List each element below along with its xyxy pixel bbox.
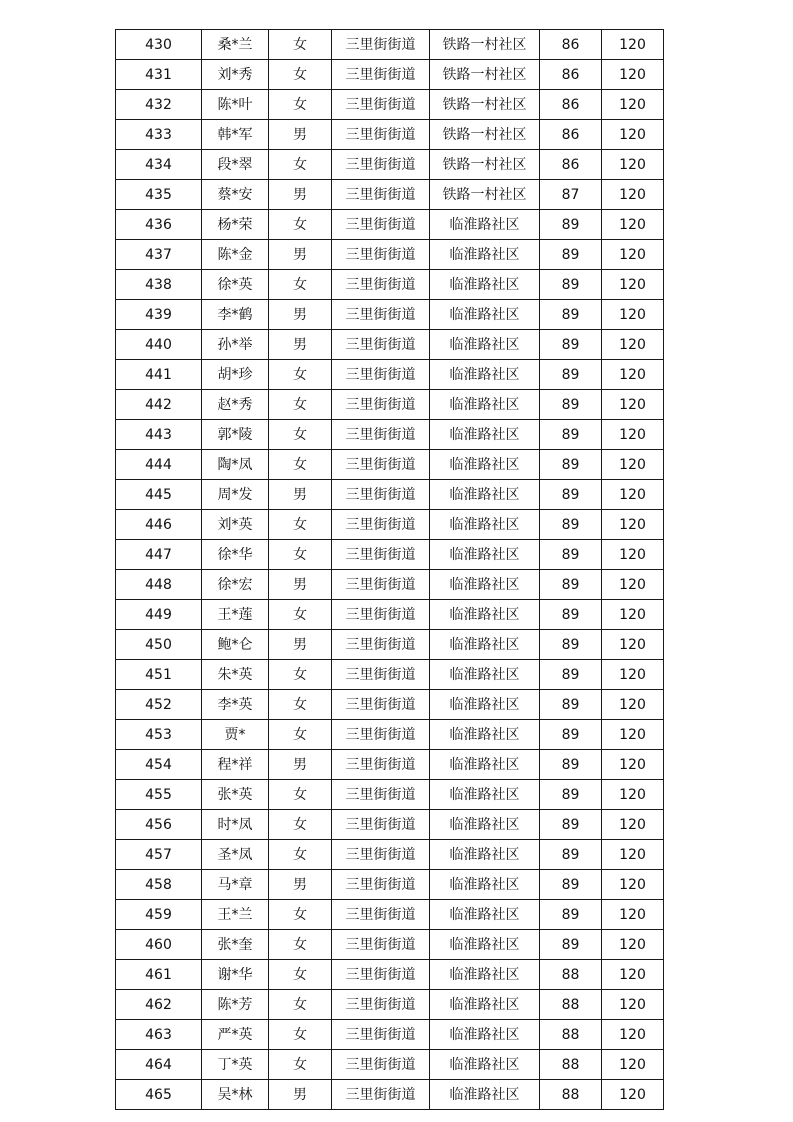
street-cell: 三里街街道 [332,870,430,900]
street-cell: 三里街街道 [332,90,430,120]
community-cell: 铁路一村社区 [430,180,540,210]
row-number-cell: 448 [116,570,202,600]
name-cell: 丁*英 [202,1050,269,1080]
table-row [116,960,664,990]
amount-cell: 120 [602,420,664,450]
street-cell: 三里街街道 [332,180,430,210]
gender-cell: 女 [269,30,332,60]
amount-cell: 120 [602,900,664,930]
row-number-cell: 441 [116,360,202,390]
amount-cell: 120 [602,210,664,240]
amount-cell: 120 [602,300,664,330]
name-cell: 胡*珍 [202,360,269,390]
row-number-cell: 456 [116,810,202,840]
street-cell: 三里街街道 [332,840,430,870]
name-cell: 蔡*安 [202,180,269,210]
age-cell: 89 [540,780,602,810]
gender-cell: 男 [269,120,332,150]
community-cell: 临淮路社区 [430,960,540,990]
amount-cell: 120 [602,1020,664,1050]
row-number-cell: 457 [116,840,202,870]
name-cell: 朱*英 [202,660,269,690]
gender-cell: 女 [269,390,332,420]
table-row [116,870,664,900]
amount-cell: 120 [602,60,664,90]
age-cell: 89 [540,420,602,450]
gender-cell: 女 [269,150,332,180]
amount-cell: 120 [602,570,664,600]
table-row [116,630,664,660]
row-number-cell: 430 [116,30,202,60]
street-cell: 三里街街道 [332,720,430,750]
table-row [116,390,664,420]
community-cell: 临淮路社区 [430,450,540,480]
name-cell: 徐*宏 [202,570,269,600]
community-cell: 临淮路社区 [430,870,540,900]
gender-cell: 男 [269,630,332,660]
community-cell: 临淮路社区 [430,750,540,780]
age-cell: 89 [540,360,602,390]
row-number-cell: 444 [116,450,202,480]
community-cell: 临淮路社区 [430,840,540,870]
community-cell: 临淮路社区 [430,690,540,720]
age-cell: 88 [540,960,602,990]
street-cell: 三里街街道 [332,450,430,480]
amount-cell: 120 [602,150,664,180]
age-cell: 89 [540,330,602,360]
community-cell: 铁路一村社区 [430,90,540,120]
gender-cell: 男 [269,300,332,330]
table-row [116,840,664,870]
name-cell: 时*凤 [202,810,269,840]
name-cell: 李*鹤 [202,300,269,330]
table-row [116,660,664,690]
age-cell: 86 [540,30,602,60]
gender-cell: 女 [269,990,332,1020]
community-cell: 铁路一村社区 [430,120,540,150]
gender-cell: 女 [269,270,332,300]
table-row [116,240,664,270]
community-cell: 临淮路社区 [430,540,540,570]
name-cell: 李*英 [202,690,269,720]
row-number-cell: 432 [116,90,202,120]
community-cell: 临淮路社区 [430,480,540,510]
age-cell: 89 [540,750,602,780]
amount-cell: 120 [602,1050,664,1080]
street-cell: 三里街街道 [332,510,430,540]
age-cell: 88 [540,1020,602,1050]
community-cell: 临淮路社区 [430,660,540,690]
name-cell: 马*章 [202,870,269,900]
row-number-cell: 451 [116,660,202,690]
row-number-cell: 438 [116,270,202,300]
street-cell: 三里街街道 [332,810,430,840]
street-cell: 三里街街道 [332,690,430,720]
amount-cell: 120 [602,30,664,60]
table-row [116,510,664,540]
row-number-cell: 450 [116,630,202,660]
age-cell: 88 [540,1080,602,1110]
row-number-cell: 449 [116,600,202,630]
street-cell: 三里街街道 [332,420,430,450]
row-number-cell: 464 [116,1050,202,1080]
amount-cell: 120 [602,390,664,420]
age-cell: 88 [540,1050,602,1080]
street-cell: 三里街街道 [332,390,430,420]
gender-cell: 女 [269,450,332,480]
table-row [116,990,664,1020]
gender-cell: 女 [269,60,332,90]
age-cell: 89 [540,450,602,480]
community-cell: 临淮路社区 [430,600,540,630]
community-cell: 临淮路社区 [430,420,540,450]
community-cell: 临淮路社区 [430,810,540,840]
row-number-cell: 439 [116,300,202,330]
name-cell: 赵*秀 [202,390,269,420]
community-cell: 铁路一村社区 [430,150,540,180]
community-cell: 临淮路社区 [430,1050,540,1080]
name-cell: 谢*华 [202,960,269,990]
table-row [116,150,664,180]
community-cell: 临淮路社区 [430,1020,540,1050]
row-number-cell: 461 [116,960,202,990]
amount-cell: 120 [602,810,664,840]
table-row [116,750,664,780]
gender-cell: 男 [269,570,332,600]
street-cell: 三里街街道 [332,60,430,90]
amount-cell: 120 [602,240,664,270]
gender-cell: 女 [269,1050,332,1080]
table-row [116,300,664,330]
name-cell: 桑*兰 [202,30,269,60]
community-cell: 临淮路社区 [430,360,540,390]
age-cell: 89 [540,810,602,840]
gender-cell: 男 [269,330,332,360]
amount-cell: 120 [602,750,664,780]
table-row [116,600,664,630]
name-cell: 程*祥 [202,750,269,780]
table-row [116,1050,664,1080]
table-row [116,90,664,120]
name-cell: 孙*举 [202,330,269,360]
row-number-cell: 454 [116,750,202,780]
table-row [116,930,664,960]
amount-cell: 120 [602,930,664,960]
street-cell: 三里街街道 [332,300,430,330]
row-number-cell: 431 [116,60,202,90]
name-cell: 陈*叶 [202,90,269,120]
name-cell: 郭*陵 [202,420,269,450]
row-number-cell: 446 [116,510,202,540]
row-number-cell: 437 [116,240,202,270]
name-cell: 韩*军 [202,120,269,150]
street-cell: 三里街街道 [332,930,430,960]
row-number-cell: 445 [116,480,202,510]
amount-cell: 120 [602,990,664,1020]
community-cell: 临淮路社区 [430,390,540,420]
table-row [116,210,664,240]
name-cell: 周*发 [202,480,269,510]
street-cell: 三里街街道 [332,360,430,390]
street-cell: 三里街街道 [332,960,430,990]
gender-cell: 女 [269,210,332,240]
name-cell: 吴*林 [202,1080,269,1110]
street-cell: 三里街街道 [332,990,430,1020]
community-cell: 临淮路社区 [430,780,540,810]
community-cell: 临淮路社区 [430,240,540,270]
name-cell: 鲍*仑 [202,630,269,660]
row-number-cell: 436 [116,210,202,240]
name-cell: 王*莲 [202,600,269,630]
street-cell: 三里街街道 [332,600,430,630]
street-cell: 三里街街道 [332,750,430,780]
age-cell: 89 [540,870,602,900]
table-row [116,120,664,150]
age-cell: 86 [540,60,602,90]
amount-cell: 120 [602,690,664,720]
community-cell: 临淮路社区 [430,720,540,750]
row-number-cell: 433 [116,120,202,150]
table-row [116,1080,664,1110]
gender-cell: 男 [269,240,332,270]
street-cell: 三里街街道 [332,780,430,810]
community-cell: 铁路一村社区 [430,30,540,60]
table-row [116,900,664,930]
name-cell: 陶*凤 [202,450,269,480]
street-cell: 三里街街道 [332,150,430,180]
amount-cell: 120 [602,510,664,540]
gender-cell: 女 [269,720,332,750]
name-cell: 徐*华 [202,540,269,570]
amount-cell: 120 [602,660,664,690]
name-cell: 杨*荣 [202,210,269,240]
gender-cell: 女 [269,900,332,930]
age-cell: 89 [540,930,602,960]
gender-cell: 女 [269,660,332,690]
community-cell: 铁路一村社区 [430,60,540,90]
gender-cell: 女 [269,1020,332,1050]
row-number-cell: 447 [116,540,202,570]
age-cell: 89 [540,510,602,540]
row-number-cell: 458 [116,870,202,900]
age-cell: 88 [540,990,602,1020]
community-cell: 临淮路社区 [430,900,540,930]
amount-cell: 120 [602,630,664,660]
street-cell: 三里街街道 [332,660,430,690]
age-cell: 86 [540,120,602,150]
table-row [116,480,664,510]
table-body [116,30,664,1110]
age-cell: 89 [540,600,602,630]
name-cell: 徐*英 [202,270,269,300]
age-cell: 89 [540,570,602,600]
street-cell: 三里街街道 [332,540,430,570]
gender-cell: 男 [269,870,332,900]
amount-cell: 120 [602,330,664,360]
row-number-cell: 462 [116,990,202,1020]
name-cell: 刘*秀 [202,60,269,90]
table-row [116,810,664,840]
street-cell: 三里街街道 [332,330,430,360]
row-number-cell: 440 [116,330,202,360]
gender-cell: 女 [269,690,332,720]
gender-cell: 男 [269,180,332,210]
gender-cell: 男 [269,1080,332,1110]
community-cell: 临淮路社区 [430,990,540,1020]
row-number-cell: 443 [116,420,202,450]
row-number-cell: 434 [116,150,202,180]
age-cell: 89 [540,720,602,750]
age-cell: 89 [540,270,602,300]
street-cell: 三里街街道 [332,570,430,600]
table-row [116,330,664,360]
gender-cell: 女 [269,930,332,960]
community-cell: 临淮路社区 [430,570,540,600]
amount-cell: 120 [602,450,664,480]
street-cell: 三里街街道 [332,1050,430,1080]
street-cell: 三里街街道 [332,630,430,660]
gender-cell: 女 [269,420,332,450]
street-cell: 三里街街道 [332,120,430,150]
table-row [116,180,664,210]
amount-cell: 120 [602,360,664,390]
age-cell: 89 [540,210,602,240]
age-cell: 86 [540,150,602,180]
amount-cell: 120 [602,180,664,210]
gender-cell: 男 [269,750,332,780]
amount-cell: 120 [602,600,664,630]
street-cell: 三里街街道 [332,480,430,510]
table-row [116,1020,664,1050]
gender-cell: 女 [269,600,332,630]
table-row [116,780,664,810]
name-cell: 张*奎 [202,930,269,960]
name-cell: 贾* [202,720,269,750]
age-cell: 89 [540,540,602,570]
street-cell: 三里街街道 [332,900,430,930]
row-number-cell: 435 [116,180,202,210]
table-row [116,270,664,300]
age-cell: 89 [540,630,602,660]
name-cell: 刘*英 [202,510,269,540]
name-cell: 张*英 [202,780,269,810]
row-number-cell: 455 [116,780,202,810]
amount-cell: 120 [602,120,664,150]
row-number-cell: 442 [116,390,202,420]
amount-cell: 120 [602,1080,664,1110]
gender-cell: 女 [269,510,332,540]
amount-cell: 120 [602,780,664,810]
table-row [116,720,664,750]
age-cell: 89 [540,480,602,510]
gender-cell: 女 [269,780,332,810]
age-cell: 89 [540,690,602,720]
community-cell: 临淮路社区 [430,270,540,300]
age-cell: 86 [540,90,602,120]
table-row [116,690,664,720]
community-cell: 临淮路社区 [430,1080,540,1110]
community-cell: 临淮路社区 [430,930,540,960]
table-row [116,30,664,60]
gender-cell: 男 [269,480,332,510]
gender-cell: 女 [269,810,332,840]
table-row [116,450,664,480]
table-row [116,360,664,390]
amount-cell: 120 [602,540,664,570]
age-cell: 89 [540,660,602,690]
gender-cell: 女 [269,840,332,870]
community-cell: 临淮路社区 [430,630,540,660]
row-number-cell: 460 [116,930,202,960]
age-cell: 87 [540,180,602,210]
name-cell: 圣*凤 [202,840,269,870]
street-cell: 三里街街道 [332,240,430,270]
amount-cell: 120 [602,720,664,750]
gender-cell: 女 [269,360,332,390]
gender-cell: 女 [269,960,332,990]
name-cell: 王*兰 [202,900,269,930]
row-number-cell: 463 [116,1020,202,1050]
street-cell: 三里街街道 [332,1020,430,1050]
community-cell: 临淮路社区 [430,330,540,360]
amount-cell: 120 [602,270,664,300]
age-cell: 89 [540,900,602,930]
table-row [116,570,664,600]
age-cell: 89 [540,840,602,870]
amount-cell: 120 [602,90,664,120]
community-cell: 临淮路社区 [430,300,540,330]
row-number-cell: 465 [116,1080,202,1110]
age-cell: 89 [540,300,602,330]
row-number-cell: 459 [116,900,202,930]
age-cell: 89 [540,240,602,270]
amount-cell: 120 [602,960,664,990]
table-row [116,60,664,90]
gender-cell: 女 [269,540,332,570]
community-cell: 临淮路社区 [430,210,540,240]
street-cell: 三里街街道 [332,30,430,60]
name-cell: 严*英 [202,1020,269,1050]
amount-cell: 120 [602,870,664,900]
street-cell: 三里街街道 [332,1080,430,1110]
street-cell: 三里街街道 [332,210,430,240]
table-row [116,540,664,570]
row-number-cell: 453 [116,720,202,750]
name-cell: 陈*金 [202,240,269,270]
name-cell: 段*翠 [202,150,269,180]
amount-cell: 120 [602,840,664,870]
age-cell: 89 [540,390,602,420]
gender-cell: 女 [269,90,332,120]
amount-cell: 120 [602,480,664,510]
table-row [116,420,664,450]
community-cell: 临淮路社区 [430,510,540,540]
row-number-cell: 452 [116,690,202,720]
data-table [115,29,664,1110]
street-cell: 三里街街道 [332,270,430,300]
name-cell: 陈*芳 [202,990,269,1020]
